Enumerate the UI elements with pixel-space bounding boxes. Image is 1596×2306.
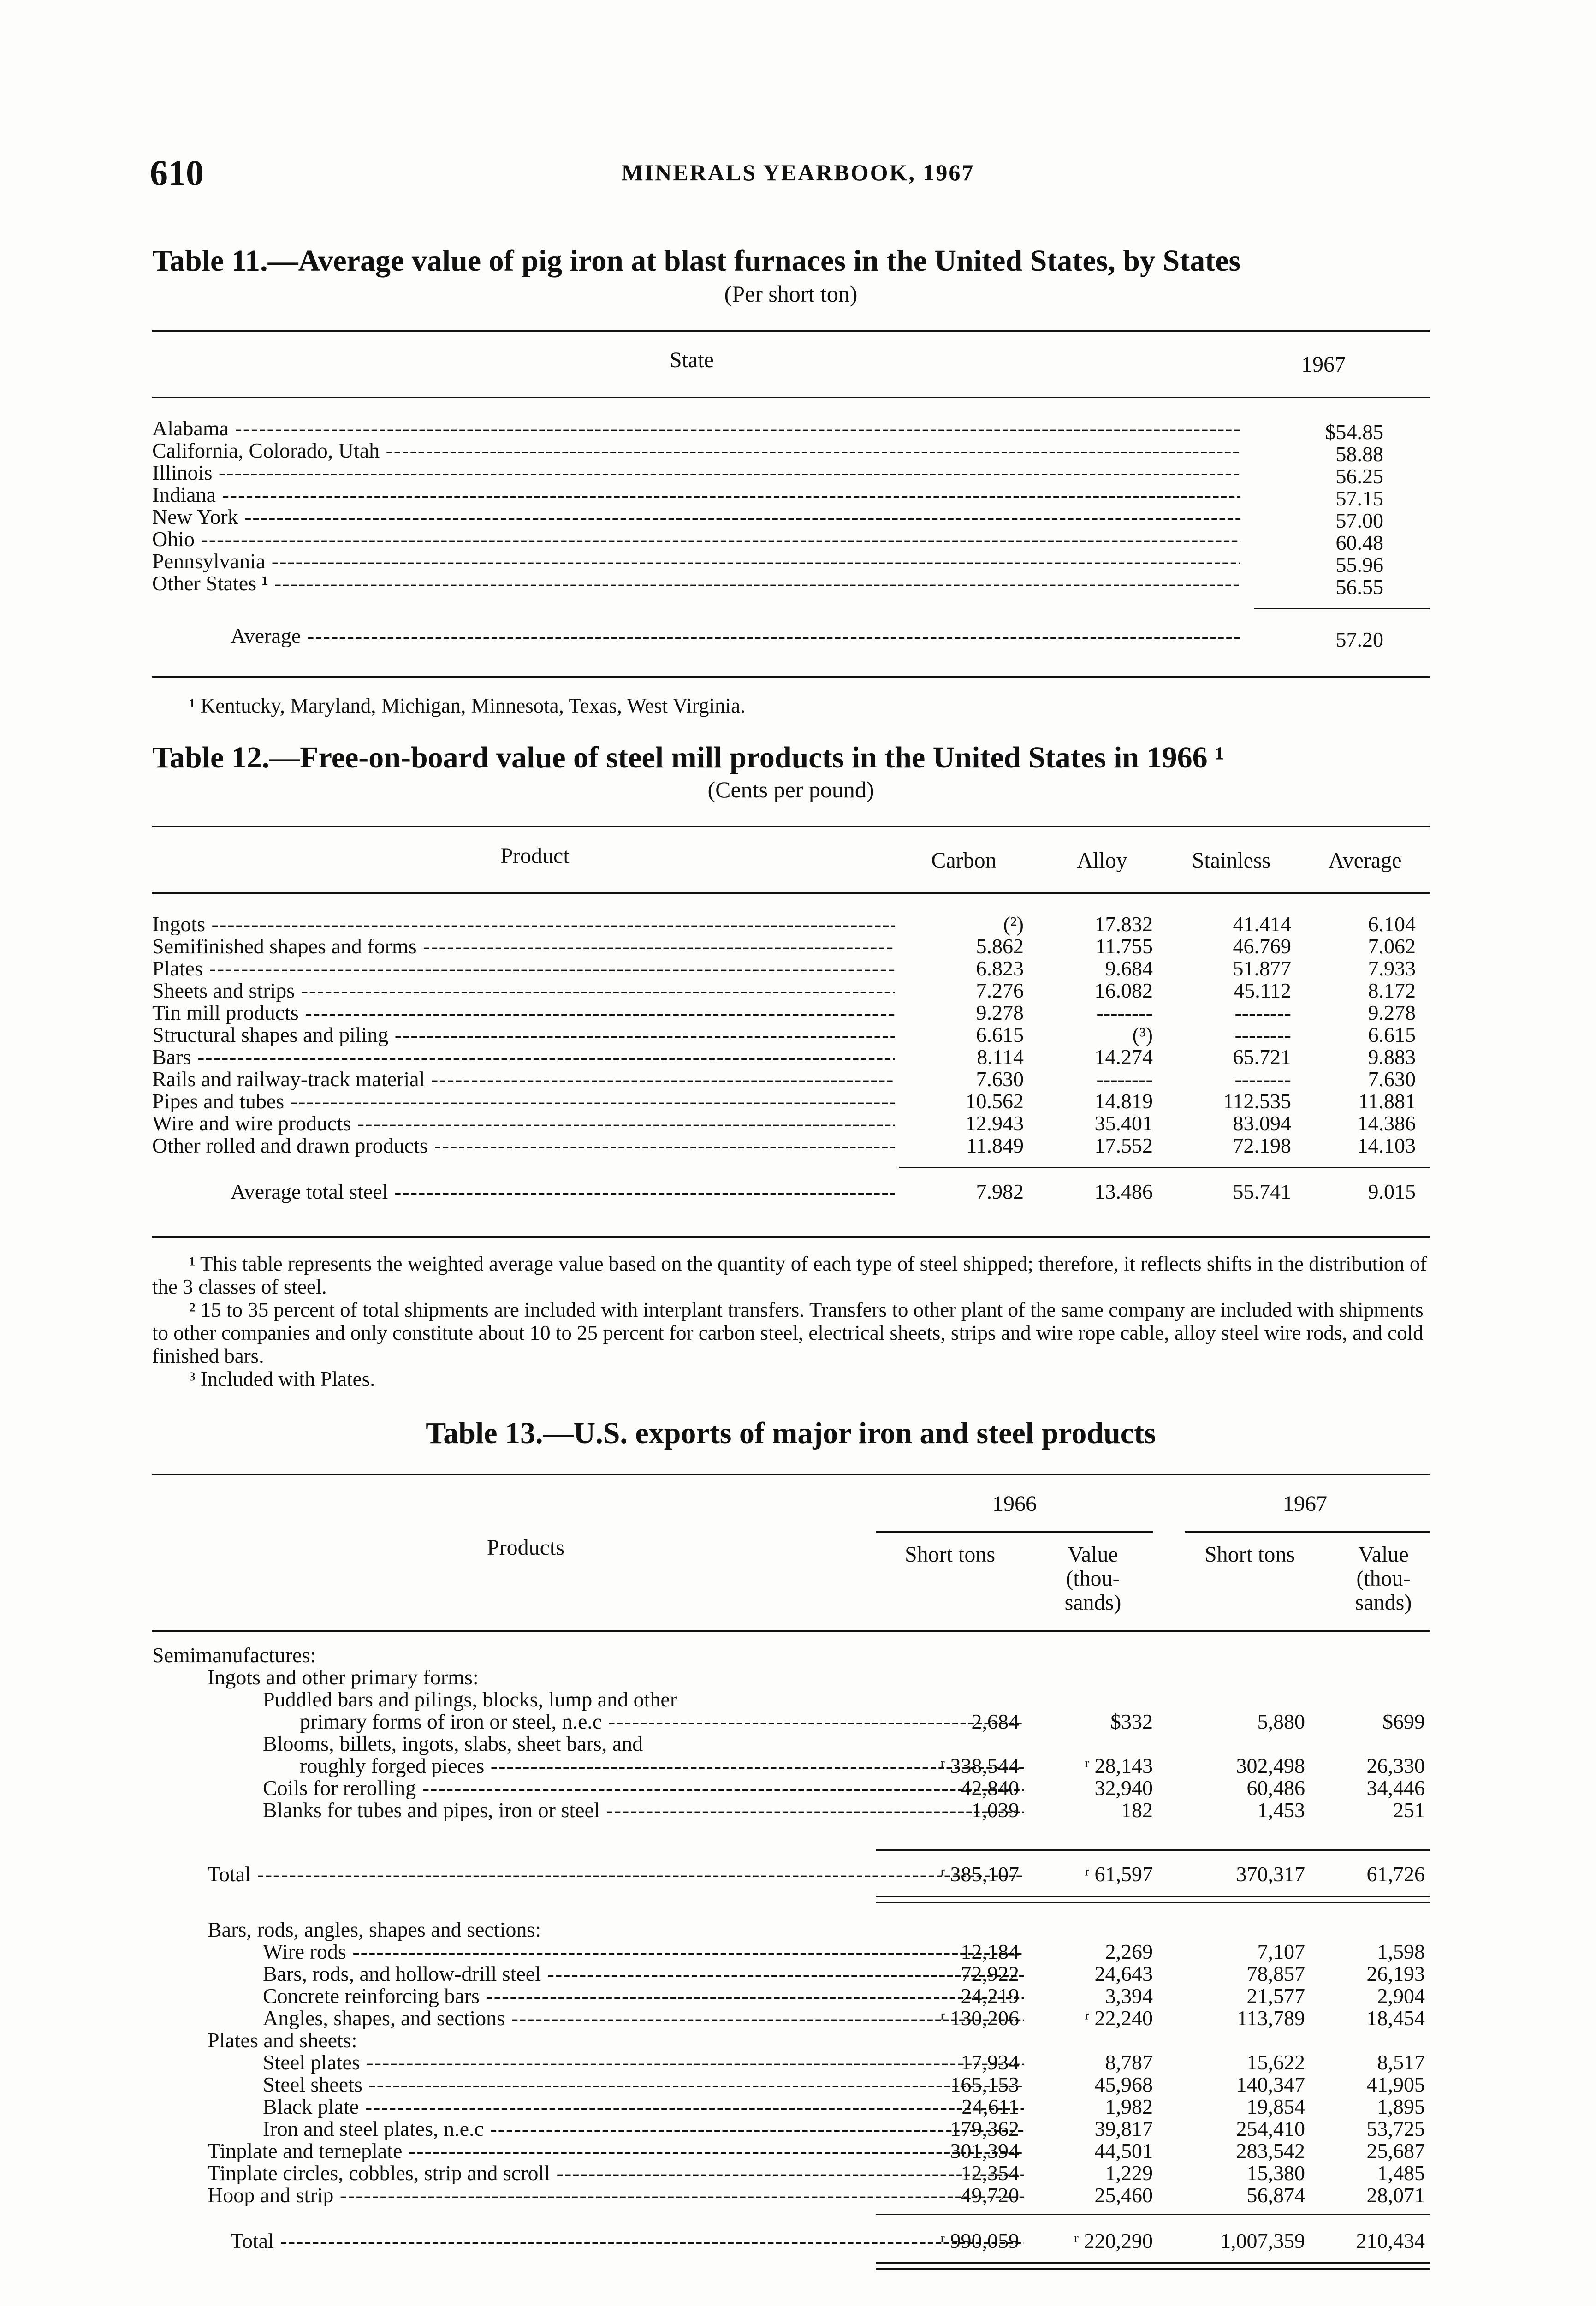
cell-v66: 1,982 (1105, 2095, 1153, 2118)
row-label: Black plate ----- (263, 2096, 1024, 2118)
cell-stainless: -------- (1234, 1023, 1291, 1046)
cell-carbon: 7.630 (976, 1067, 1024, 1091)
section-bars: Bars, rods, angles, shapes and sections: (208, 1918, 541, 1941)
table-row (152, 1963, 1430, 1985)
cell-stainless: 83.094 (1233, 1111, 1291, 1135)
row-label: Other States ¹ ----- (152, 572, 1240, 594)
cell-st67: 78,857 (1246, 1962, 1305, 1985)
table12-rule-bottom (152, 1236, 1430, 1238)
row-label: Concrete reinforcing bars ----- (263, 1985, 1024, 2007)
table-row (152, 980, 1430, 1002)
row-label: Tinplate circles, cobbles, strip and scroll ----- (208, 2162, 1024, 2184)
table-row (152, 550, 1430, 576)
cell-st67: 113,789 (1237, 2006, 1305, 2030)
row-value: 56.25 (1335, 464, 1383, 488)
table12-body (152, 913, 1430, 1157)
table-row (152, 462, 1430, 488)
cell-v66: ʳ 28,143 (1085, 1754, 1153, 1777)
cell-v66: 39,817 (1094, 2117, 1153, 2140)
table-row (152, 1863, 1430, 1885)
table-row (152, 1755, 1430, 1777)
cell-st66: 301,394 (950, 2139, 1019, 2163)
table13-bars (152, 1919, 1430, 2206)
table-row (152, 2118, 1430, 2140)
cell-st67: 56,874 (1246, 2183, 1305, 2207)
table-row (152, 1941, 1430, 1963)
cell-st66: 17,934 (961, 2050, 1019, 2074)
cell-v66: 2,269 (1105, 1940, 1153, 1963)
cell-v67: 210,434 (1356, 2229, 1425, 2253)
table-row (152, 440, 1430, 466)
cell-v67: 1,895 (1377, 2095, 1425, 2118)
row-label: Iron and steel plates, n.e.c ----- (263, 2118, 1024, 2140)
table-row (152, 2230, 1430, 2252)
table-row (152, 2162, 1430, 2184)
table-row (152, 572, 1430, 599)
cell-alloy: 14.274 (1094, 1045, 1153, 1069)
cell-st67: 140,347 (1236, 2073, 1305, 2096)
cell-carbon: 8.114 (977, 1045, 1024, 1069)
cell-stainless: -------- (1234, 1067, 1291, 1091)
cell-stainless: 51.877 (1233, 957, 1291, 980)
cell-average: 9.015 (1368, 1180, 1416, 1203)
cell-st66: 179,362 (950, 2117, 1019, 2140)
cell-average: 6.615 (1368, 1023, 1416, 1046)
cell-st66: ʳ 990,059 (940, 2229, 1019, 2253)
table-row (152, 625, 1430, 651)
cell-v67: 2,904 (1377, 1984, 1425, 2008)
table-row (152, 2074, 1430, 2096)
row-label: California, Colorado, Utah ----- (152, 440, 1240, 462)
cell-alloy: 11.755 (1095, 934, 1153, 958)
table13-semi-total (152, 1863, 1430, 1885)
cell-st67: 21,577 (1246, 1984, 1305, 2008)
cell-st67: 60,486 (1246, 1776, 1305, 1800)
table-row (152, 1181, 1430, 1203)
table13-rule-sum1 (876, 1849, 1430, 1851)
row-label: Pipes and tubes ----- (152, 1090, 895, 1112)
table13-bars-total (152, 2230, 1430, 2252)
table11-col-state: State (670, 348, 714, 372)
table-row (152, 1733, 1430, 1755)
cell-carbon: (²) (1003, 912, 1024, 936)
cell-v67: 26,330 (1366, 1754, 1425, 1777)
cell-alloy: 17.832 (1094, 912, 1153, 936)
cell-v66: 3,394 (1105, 1984, 1153, 2008)
table12-footnote-3: ³ Included with Plates. (189, 1367, 375, 1391)
table-row (152, 1135, 1430, 1157)
cell-v67: 1,598 (1377, 1940, 1425, 1963)
table-row (152, 1002, 1430, 1024)
table11-average (152, 625, 1430, 651)
cell-alloy: 17.552 (1094, 1134, 1153, 1157)
table-row (152, 1799, 1430, 1821)
row-label: Other rolled and drawn products ----- (152, 1135, 895, 1157)
row-label: Ohio ----- (152, 528, 1240, 550)
table11-subtitle: (Per short ton) (724, 281, 858, 307)
cell-v67: 26,193 (1366, 1962, 1425, 1985)
cell-alloy: -------- (1096, 1001, 1153, 1024)
row-label: Alabama ----- (152, 417, 1240, 440)
table12-subtitle: (Cents per pound) (707, 777, 874, 802)
cell-st67: 15,622 (1246, 2050, 1305, 2074)
cell-v66: ʳ 220,290 (1074, 2229, 1153, 2253)
table13-rule-double1 (876, 1896, 1430, 1903)
cell-st67: 283,542 (1236, 2139, 1305, 2163)
cell-v67: 18,454 (1366, 2006, 1425, 2030)
section-heading (152, 2029, 1430, 2051)
cell-v67: $699 (1382, 1710, 1425, 1733)
row-value: 57.15 (1335, 487, 1383, 510)
section-ingots: Ingots and other primary forms: (208, 1665, 479, 1689)
table13-rule-top (152, 1474, 1430, 1475)
table13-col-value-67: Value (thou- sands) (1355, 1542, 1412, 1615)
table13-col-1967: 1967 (1283, 1492, 1327, 1516)
table13-rule-1967 (1185, 1531, 1430, 1533)
row-label: Wire and wire products ----- (152, 1112, 895, 1135)
table13-semi (152, 1644, 1430, 1821)
total-label: Average total steel ----- (231, 1181, 895, 1203)
row-label: Bars, rods, and hollow-drill steel ----- (263, 1963, 1024, 1985)
table12-col-carbon: Carbon (931, 848, 997, 873)
row-label: Rails and railway-track material ----- (152, 1068, 895, 1090)
cell-v67: 28,071 (1366, 2183, 1425, 2207)
cell-v67: 251 (1393, 1798, 1425, 1822)
cell-average: 9.883 (1368, 1045, 1416, 1069)
row-label: Plates ----- (152, 957, 895, 980)
cell-stainless: 46.769 (1233, 934, 1291, 958)
cell-v67: 1,485 (1377, 2161, 1425, 2185)
table13-col-short-tons-66: Short tons (904, 1542, 996, 1567)
cell-st66: 12,184 (961, 1940, 1019, 1963)
table-row (152, 2051, 1430, 2074)
cell-v66: $332 (1110, 1710, 1153, 1733)
cell-st66: 42,840 (961, 1776, 1019, 1800)
row-label: Bars ----- (152, 1046, 895, 1068)
row-label: Pennsylvania ----- (152, 550, 1240, 572)
cell-st66: 2,684 (971, 1710, 1019, 1733)
row-label: Coils for rerolling ----- (263, 1777, 1024, 1799)
row-label: Illinois ----- (152, 462, 1240, 484)
cell-average: 6.104 (1368, 912, 1416, 936)
cell-stainless: -------- (1234, 1001, 1291, 1024)
cell-v67: 34,446 (1366, 1776, 1425, 1800)
cell-st66: ʳ 130,206 (940, 2006, 1019, 2030)
table-row (152, 1090, 1430, 1112)
table-row (152, 935, 1430, 957)
section-heading (152, 1919, 1430, 1941)
table13-col-short-tons-67: Short tons (1204, 1542, 1295, 1567)
cell-st67: 1,453 (1257, 1798, 1305, 1822)
cell-v66: 8,787 (1105, 2050, 1153, 2074)
table-row (152, 417, 1430, 444)
table13-title: Table 13.—U.S. exports of major iron and steel products (426, 1416, 1156, 1450)
row-label: New York ----- (152, 506, 1240, 528)
table12-title: Table 12.—Free-on-board value of steel mill products in the United States in 1966 ¹ (152, 741, 1224, 774)
cell-v66: 25,460 (1094, 2183, 1153, 2207)
table12-total (152, 1181, 1430, 1203)
row-value: 57.00 (1335, 509, 1383, 532)
row-label: primary forms of iron or steel, n.e.c ----- (300, 1711, 1024, 1733)
cell-v67: 25,687 (1366, 2139, 1425, 2163)
cell-alloy: 13.486 (1094, 1180, 1153, 1203)
table11-rule-head (152, 397, 1430, 398)
cell-st67: 5,880 (1257, 1710, 1305, 1733)
cell-v67: 53,725 (1366, 2117, 1425, 2140)
row-value: $54.85 (1325, 420, 1383, 444)
table-row (152, 1068, 1430, 1090)
cell-alloy: 35.401 (1094, 1111, 1153, 1135)
table-row (152, 1046, 1430, 1068)
table-row (152, 2096, 1430, 2118)
cell-v66: ʳ 61,597 (1085, 1862, 1153, 1886)
cell-alloy: (³) (1132, 1023, 1153, 1046)
section-plates: Plates and sheets: (208, 2028, 357, 2052)
cell-carbon: 7.276 (976, 979, 1024, 1002)
table12-col-alloy: Alloy (1077, 848, 1127, 873)
cell-average: 7.062 (1368, 934, 1416, 958)
cell-average: 14.103 (1357, 1134, 1416, 1157)
table-row (152, 913, 1430, 935)
cell-v66: 1,229 (1105, 2161, 1153, 2185)
average-value: 57.20 (1335, 628, 1383, 651)
row-label: Ingots ----- (152, 913, 895, 935)
cell-st67: 1,007,359 (1220, 2229, 1305, 2253)
table13-col-value-66: Value (thou- sands) (1064, 1542, 1121, 1615)
cell-st66: ʳ 338,544 (940, 1754, 1019, 1777)
section-semi: Semimanufactures: (152, 1643, 316, 1667)
row-label: Wire rods ----- (263, 1941, 1024, 1963)
table-row (152, 1688, 1430, 1711)
cell-st67: 370,317 (1236, 1862, 1305, 1886)
table-row (152, 528, 1430, 554)
cell-v66: 44,501 (1094, 2139, 1153, 2163)
cell-stainless: 45.112 (1234, 979, 1291, 1002)
row-label: Semifinished shapes and forms ----- (152, 935, 895, 957)
cell-carbon: 6.615 (976, 1023, 1024, 1046)
table13-rule-sum2 (876, 2214, 1430, 2215)
table13-col-products: Products (487, 1535, 564, 1560)
cell-stainless: 72.198 (1233, 1134, 1291, 1157)
table11-footnote: ¹ Kentucky, Maryland, Michigan, Minnesota, Texas, West Virginia. (189, 694, 746, 717)
table12-col-average: Average (1328, 848, 1402, 873)
table13-rule-double2 (876, 2262, 1430, 2270)
row-label: Steel sheets ----- (263, 2074, 1024, 2096)
cell-st66: 165,153 (950, 2073, 1019, 2096)
table12-footnote-1: ¹ This table represents the weighted average value based on the quantity of each type of steel shipped; therefore, it reflects shifts in the distribution of the 3 classes of steel. (152, 1252, 1427, 1298)
cell-average: 7.933 (1368, 957, 1416, 980)
cell-st66: 72,922 (961, 1962, 1019, 1985)
cell-stainless: 112.535 (1223, 1089, 1291, 1113)
cell-v66: ʳ 22,240 (1085, 2006, 1153, 2030)
page-number: 610 (150, 153, 204, 193)
table12-footnote-2: ² 15 to 35 percent of total shipments are included with interplant transfers. Transfers to other plant of the same company are included with shipments to other companies and only constitute about 10 to 25 percent for carbon steel, electrical sheets, strips and wire rope cable, alloy steel wire rods, and cold finished bars. (152, 1298, 1424, 1367)
row-label: Blanks for tubes and pipes, iron or steel ----- (263, 1799, 1024, 1821)
cell-v66: 182 (1121, 1798, 1153, 1822)
table-row (152, 2184, 1430, 2206)
table12-rule-top (152, 826, 1430, 827)
cell-st67: 7,107 (1257, 1940, 1305, 1963)
running-head: MINERALS YEARBOOK, 1967 (621, 160, 975, 185)
cell-average: 7.630 (1368, 1067, 1416, 1091)
row-label: Structural shapes and piling ----- (152, 1024, 895, 1046)
cell-alloy: 14.819 (1094, 1089, 1153, 1113)
cell-carbon: 7.982 (976, 1180, 1024, 1203)
table12-rule-head (152, 892, 1430, 894)
cell-average: 9.278 (1368, 1001, 1416, 1024)
row-label: Angles, shapes, and sections ----- (263, 2007, 1024, 2029)
row-label-line1: Blooms, billets, ingots, slabs, sheet bars, and (263, 1732, 643, 1755)
cell-stainless: 55.741 (1233, 1180, 1291, 1203)
table11-rule-sum (1254, 608, 1430, 609)
row-label: Sheets and strips ----- (152, 980, 895, 1002)
cell-st67: 19,854 (1246, 2095, 1305, 2118)
cell-average: 8.172 (1368, 979, 1416, 1002)
section-heading (152, 1644, 1430, 1666)
section-heading (152, 1666, 1430, 1688)
cell-stainless: 65.721 (1233, 1045, 1291, 1069)
cell-alloy: 16.082 (1094, 979, 1153, 1002)
cell-st66: 12,354 (961, 2161, 1019, 2185)
row-label-line1: Puddled bars and pilings, blocks, lump and other (263, 1688, 677, 1711)
table12-col-stainless: Stainless (1192, 848, 1271, 873)
cell-carbon: 6.823 (976, 957, 1024, 980)
cell-carbon: 12.943 (965, 1111, 1024, 1135)
table12-rule-sum (899, 1167, 1430, 1168)
row-value: 60.48 (1335, 531, 1383, 554)
table11-title: Table 11.—Average value of pig iron at blast furnaces in the United States, by States (152, 244, 1241, 278)
table12-col-product: Product (500, 844, 570, 868)
cell-st66: 1,039 (971, 1798, 1019, 1822)
cell-alloy: -------- (1096, 1067, 1153, 1091)
cell-v66: 45,968 (1094, 2073, 1153, 2096)
row-value: 58.88 (1335, 442, 1383, 466)
table-row (152, 1985, 1430, 2007)
row-label: Indiana ----- (152, 484, 1240, 506)
row-label: Hoop and strip ----- (208, 2184, 1024, 2206)
cell-st66: ʳ 385,107 (940, 1862, 1019, 1886)
table-row (152, 1024, 1430, 1046)
cell-average: 11.881 (1358, 1089, 1416, 1113)
table-row (152, 1777, 1430, 1799)
table-row (152, 1112, 1430, 1135)
cell-carbon: 11.849 (966, 1134, 1024, 1157)
table13-rule-head (152, 1630, 1430, 1632)
cell-v67: 8,517 (1377, 2050, 1425, 2074)
table-row (152, 484, 1430, 510)
table-row (152, 2007, 1430, 2029)
average-label: Average ----- (231, 625, 1240, 647)
table11-rule-bottom (152, 676, 1430, 678)
cell-st66: 49,720 (961, 2183, 1019, 2207)
cell-v67: 61,726 (1366, 1862, 1425, 1886)
table11-rule-top (152, 330, 1430, 332)
cell-v66: 24,643 (1094, 1962, 1153, 1985)
row-value: 56.55 (1335, 575, 1383, 599)
cell-carbon: 5.862 (976, 934, 1024, 958)
row-label: Tinplate and terneplate ----- (208, 2140, 1024, 2162)
table-row (152, 957, 1430, 980)
cell-v66: 32,940 (1094, 1776, 1153, 1800)
cell-carbon: 9.278 (976, 1001, 1024, 1024)
cell-st67: 254,410 (1236, 2117, 1305, 2140)
cell-st66: 24,611 (961, 2095, 1019, 2118)
total-label: Total ----- (208, 1863, 1024, 1885)
cell-stainless: 41.414 (1233, 912, 1291, 936)
row-label: Tin mill products ----- (152, 1002, 895, 1024)
table-row (152, 1711, 1430, 1733)
table-row (152, 2140, 1430, 2162)
table13-col-1966: 1966 (992, 1492, 1037, 1516)
total-label: Total ----- (231, 2230, 1024, 2252)
cell-st66: 24,219 (961, 1984, 1019, 2008)
table11-col-year: 1967 (1301, 352, 1346, 377)
cell-v67: 41,905 (1366, 2073, 1425, 2096)
cell-alloy: 9.684 (1105, 957, 1153, 980)
cell-st67: 302,498 (1236, 1754, 1305, 1777)
table11-body (152, 417, 1430, 599)
cell-carbon: 10.562 (965, 1089, 1024, 1113)
cell-st67: 15,380 (1246, 2161, 1305, 2185)
row-label: roughly forged pieces ----- (300, 1755, 1024, 1777)
table13-rule-1966 (876, 1531, 1153, 1533)
row-value: 55.96 (1335, 553, 1383, 576)
row-label: Steel plates ----- (263, 2051, 1024, 2074)
cell-average: 14.386 (1357, 1111, 1416, 1135)
table-row (152, 506, 1430, 532)
